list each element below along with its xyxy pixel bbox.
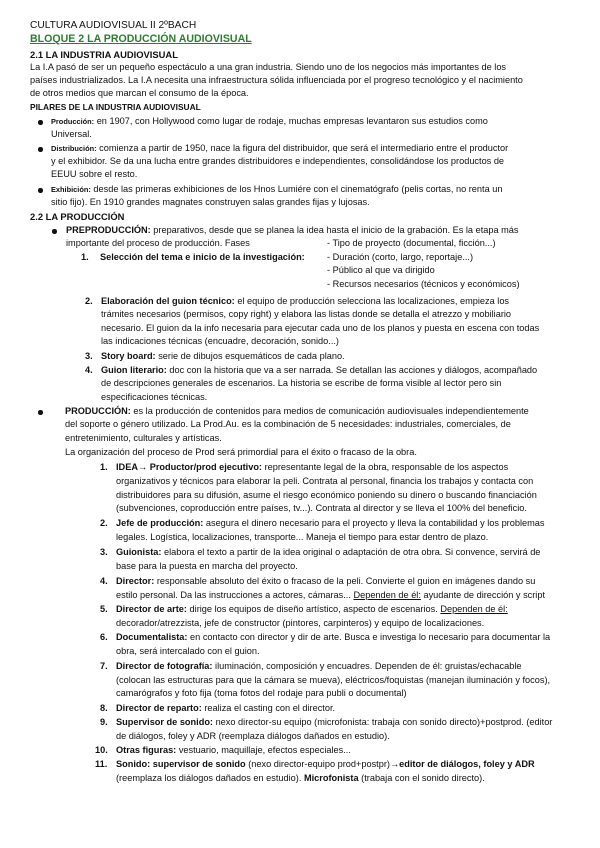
prod-item-sonido: Sonido: supervisor de sonido (nexo director-equipo prod+postpr)→editor de diálogos, foley y ADR xyxy=(116,759,535,769)
prod-item-line: obra, será intercalado con el guion. xyxy=(116,646,260,656)
document-header: CULTURA AUDIOVISUAL II 2ºBACH xyxy=(30,20,197,31)
bullet-icon xyxy=(38,120,43,125)
prod-item-line: decorador/atrezzista, jefe de constructor (pintores, carpinteros) y equipo de localizaciones. xyxy=(116,618,485,628)
prod-item-line: (colocan las estructuras para que la cámara se mueva), eléctricos/foquistas (manejan iluminación y focos), xyxy=(116,675,551,685)
list-number: 2. xyxy=(100,518,108,528)
list-number: 7. xyxy=(100,661,108,671)
list-number: 11. xyxy=(95,759,108,769)
fase-side-note: - Duración (corto, largo, reportaje...) xyxy=(327,252,474,262)
prod-item-director: Director: responsable absoluto del éxito o fracaso de la peli. Convierte el guion en imágenes dando su xyxy=(116,576,536,586)
list-number: 2. xyxy=(85,296,93,306)
prod-item-guionista: Guionista: elabora el texto a partir de la idea original o adaptación de otra obra. Si convence, servirá de xyxy=(116,547,541,557)
prod-item-otras-figuras: Otras figuras: vestuario, maquillaje, efectos especiales... xyxy=(116,745,351,755)
prod-item-line: organizativos y técnicos para elaborar la peli. Contrata al personal, financia los trabajos y contacta con xyxy=(116,476,534,486)
produccion-line: del soporte o género utilizado. La Prod.Au. es la combinación de 5 necesidades: industriales, comerciales, de xyxy=(65,419,511,429)
pilar-produccion: Producción: en 1907, con Hollywood como lugar de rodaje, muchas empresas levantaron sus estudios como xyxy=(51,116,488,126)
fase-side-note: - Público al que va dirigido xyxy=(327,265,435,275)
list-number: 4. xyxy=(100,576,108,586)
pre-item-story-board: Story board: serie de dibujos esquemáticos de cada plano. xyxy=(101,351,345,361)
list-number: 1. xyxy=(81,252,89,262)
bullet-icon xyxy=(52,229,57,234)
prod-item-line: de diálogos, foley y ADR (reemplaza diálogos dañados en estudio). xyxy=(116,731,390,741)
prod-item-line: camarógrafos y foto fija (toma fotos del rodaje para publi o documental) xyxy=(116,688,407,698)
list-number: 3. xyxy=(100,547,108,557)
prod-item-documentalista: Documentalista: en contacto con director y dir de arte. Busca e investiga lo necesario para documentar la xyxy=(116,632,551,642)
pilar-line: EEUU sobre el resto. xyxy=(51,169,138,179)
pilares-title: PILARES DE LA INDUSTRIA AUDIOVISUAL xyxy=(30,102,201,112)
produccion-line: La organización del proceso de Prod será primordial para el éxito o fracaso de la obra. xyxy=(65,447,417,457)
produccion-line: entretenimiento, culturales y artísticas. xyxy=(65,433,222,443)
produccion-item: PRODUCCIÓN: es la producción de contenidos para medios de comunicación audiovisuales independientemente xyxy=(65,406,529,416)
pre-item-guion-literario: Guion literario: doc con la historia que va a ser narrada. Se detallan las acciones y diálogos, acompañado xyxy=(101,365,538,375)
list-number: 8. xyxy=(100,703,108,713)
pre-item-line: especificaciones técnicas. xyxy=(101,392,208,402)
prod-item-director-reparto: Director de reparto: realiza el casting con el director. xyxy=(116,703,336,713)
prod-item-line: (reemplaza los diálogos dañados en estudio). Microfonista (trabaja con el sonido directo). xyxy=(116,773,485,783)
prod-item-line: base para la puesta en marcha del proyecto. xyxy=(116,561,298,571)
prod-item-productor: IDEA→ Productor/prod ejecutivo: representante legal de la obra, responsable de los aspectos xyxy=(116,462,509,472)
prod-item-jefe-produccion: Jefe de producción: asegura el dinero necesario para el proyecto y lleva la contabilidad y los problemas xyxy=(116,518,545,528)
intro-line: La I.A pasó de ser un pequeño espectáculo a una gran industria. Siendo uno de los negocios más importantes de los xyxy=(30,62,507,72)
fase-side-note: - Recursos necesarios (técnicos y económicos) xyxy=(327,279,520,289)
pilar-line: y el exhibidor. Se da una lucha entre grandes distribuidores e independientes, consolidándose los productos de xyxy=(51,156,505,166)
pilar-line: Universal. xyxy=(51,129,92,139)
prod-item-director-fotografia: Director de fotografía: iluminación, composición y encuadres. Dependen de él: gruistas/echacable xyxy=(116,661,522,671)
bullet-icon xyxy=(38,147,43,152)
list-number: 1. xyxy=(100,462,108,472)
prod-item-line: (subvenciones, coproducción entre países, tv...). Contrata al director y se lleva el 100% del beneficio. xyxy=(116,503,527,513)
intro-line: de otros medios que marcan el consumo de la época. xyxy=(30,88,249,98)
pre-item-line: de descripciones generales de escenarios. La historia se escribe de forma visible al lector pero sin xyxy=(101,378,502,388)
section-2-2-title: 2.2 LA PRODUCCIÓN xyxy=(30,211,125,222)
preproduccion-item: PREPRODUCCIÓN: preparativos, desde que se planea la idea hasta el inicio de la grabación. Es la etapa más xyxy=(66,225,519,235)
pre-item-seleccion: Selección del tema e inicio de la investigación: xyxy=(100,252,305,262)
bullet-icon xyxy=(38,410,43,415)
bullet-icon xyxy=(38,188,43,193)
list-number: 10. xyxy=(95,745,108,755)
preproduccion-line: importante del proceso de producción. Fases xyxy=(66,238,250,248)
list-number: 4. xyxy=(85,365,93,375)
pre-item-line: las indicaciones técnicas (encuadre, decoración, sonido...) xyxy=(101,336,339,346)
list-number: 6. xyxy=(100,632,108,642)
list-number: 3. xyxy=(85,351,93,361)
prod-item-line: estilo personal. Da las instrucciones a actores, cámaras... Dependen de él: ayudante de dirección y script xyxy=(116,590,546,600)
list-number: 9. xyxy=(100,717,108,727)
pre-item-guion-tecnico: Elaboración del guion técnico: el equipo de producción selecciona las localizaciones, empieza los xyxy=(101,296,510,306)
fase-side-note: - Tipo de proyecto (documental, ficción...) xyxy=(327,238,496,248)
pilar-line: sitio fijo). En 1910 grandes magnates construyen salas grandes fijas y lujosas. xyxy=(51,197,370,207)
section-2-1-title: 2.1 LA INDUSTRIA AUDIOVISUAL xyxy=(30,49,178,60)
list-number: 5. xyxy=(100,604,108,614)
intro-line: países industrializados. La I.A necesita una infraestructura sólida influenciada por el progreso tecnológico y el nacimiento xyxy=(30,75,523,85)
pilar-exhibicion: Exhibición: desde las primeras exhibiciones de los Hnos Lumiére con el cinematógrafo (pelis cortas, no renta un xyxy=(51,184,503,194)
prod-item-line: distribuidores para su difusión, asume el riesgo económico poniendo su dinero o buscando financiación xyxy=(116,490,537,500)
pre-item-line: trámites necesarios (permisos, copy right) y elabora las listas donde se detalla el atrezzo y mobiliario xyxy=(101,309,512,319)
bloque-title: BLOQUE 2 LA PRODUCCIÓN AUDIOVISUAL xyxy=(30,33,252,45)
prod-item-director-arte: Director de arte: dirige los equipos de diseño artístico, aspecto de escenarios. Dependen de él: xyxy=(116,604,508,614)
prod-item-line: legales. Logística, localizaciones, transporte... Maneja el tiempo para estar dentro de plazo. xyxy=(116,532,489,542)
pilar-distribucion: Distribución: comienza a partir de 1950, nace la figura del distribuidor, que será el intermediario entre el productor xyxy=(51,143,509,153)
pre-item-line: necesario. El guion da la info necesaria para ejecutar cada uno de los planos y puesta en escena con todas xyxy=(101,323,540,333)
prod-item-supervisor-sonido: Supervisor de sonido: nexo director-su equipo (microfonista: trabaja con sonido directo)+postprod. (editor xyxy=(116,717,553,727)
